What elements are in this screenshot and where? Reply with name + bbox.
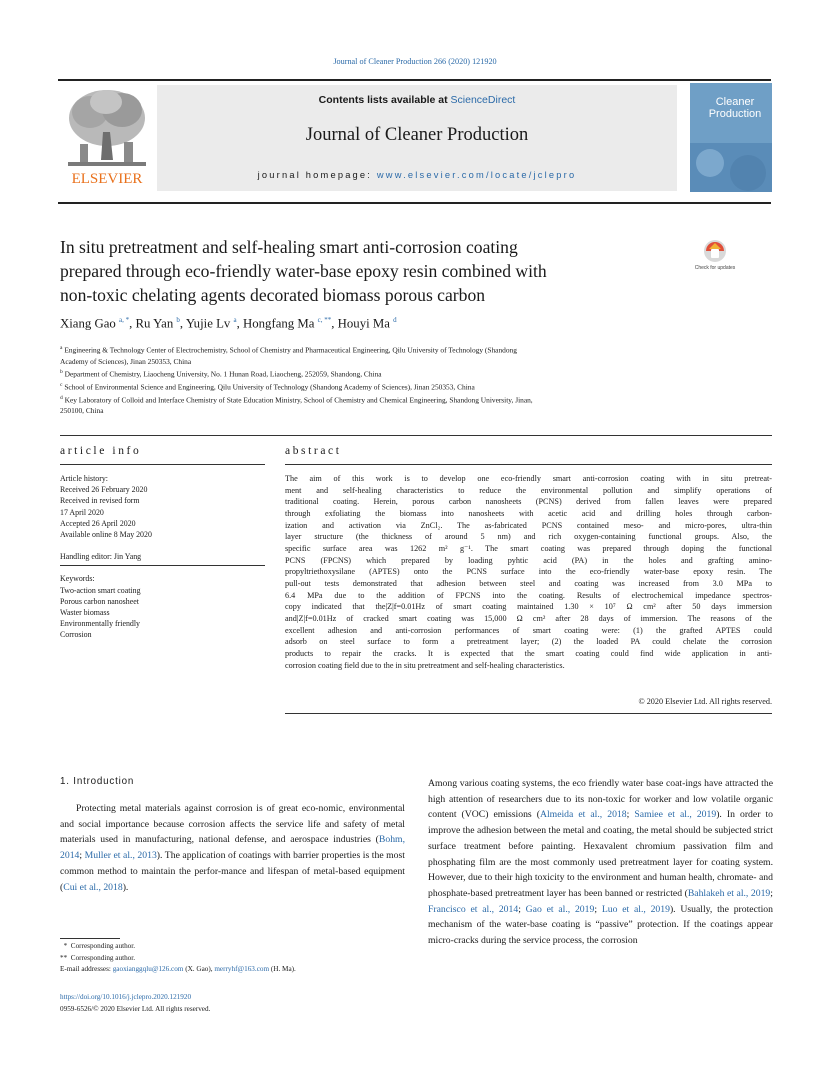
history-label: Article history: bbox=[60, 474, 108, 483]
title-line: non-toxic chelating agents decorated biomass porous carbon bbox=[60, 285, 486, 305]
affiliation bbox=[60, 356, 772, 367]
history-list bbox=[60, 484, 260, 540]
citation-link[interactable]: Cui et al., 2018 bbox=[63, 881, 123, 893]
email-link[interactable]: merryhf@163.com bbox=[214, 965, 270, 973]
check-updates-text: Check for updates bbox=[694, 265, 736, 271]
history-item: Received in revised form bbox=[60, 496, 140, 506]
citation-link[interactable]: Almeida et al., 2018 bbox=[539, 809, 627, 821]
article-info-heading: article info bbox=[60, 445, 142, 457]
keyword: Waster biomass bbox=[60, 608, 110, 618]
abstract-line: and|Z|f=0.01Hz of cracked smart coating was 15,000 Ω cm² after 28 days of immersion. The reasons of the bbox=[285, 613, 772, 623]
body-text: ; bbox=[626, 809, 635, 821]
abstract-end-rule bbox=[285, 713, 772, 714]
body-text: ). Usually, the protection mechanism of the water-base coating is “passive” protection. If the coatings appear micro-cracks during the service process, the corrosion bbox=[428, 903, 773, 947]
abstract-line: corrosion coating field due to the in situ pretreatment and self-healing characteristics. bbox=[285, 660, 565, 670]
abstract-body bbox=[285, 473, 772, 671]
abstract-line: products to repair the cracks. It is expected that the smart coating could find wide application in anti- bbox=[285, 648, 772, 658]
email-prefix: E-mail addresses: bbox=[60, 965, 113, 973]
body-text: Among various coating systems, the eco friendly water base coat-ings have attracted the high attention of researchers due to its non-toxic for worker and low volatile organic content (VOC) emissions ( bbox=[428, 778, 773, 821]
history-item: Available online 8 May 2020 bbox=[60, 530, 152, 540]
author-name[interactable]: Ru Yan bbox=[135, 316, 174, 331]
title-line: prepared through eco-friendly water-base epoxy resin combined with bbox=[60, 261, 547, 281]
abstract-line: 6.4 MPa due to the addition of FPCNS into the coating. Results of electrochemical impedance spectros- bbox=[285, 590, 772, 600]
email-link[interactable]: gaoxianggqlu@126.com bbox=[112, 965, 184, 973]
corresponding-author-note: * Corresponding author. bbox=[60, 942, 136, 950]
body-text: ; bbox=[770, 887, 773, 899]
article-info-rule bbox=[60, 464, 265, 465]
citation-link[interactable]: Francisco et al., 2014 bbox=[428, 903, 519, 915]
abstract-line: traditional coating. Herein, porous carbon nanosheets (PCNS) derived from fallen leaves were prepared bbox=[285, 497, 772, 507]
footnotes bbox=[60, 941, 420, 976]
intro-column-right bbox=[428, 776, 773, 949]
abstract-line: pull-out tests demonstrated that adhesion between steel and coating was increased from 3.0 MPa to bbox=[285, 578, 772, 588]
journal-homepage-line bbox=[157, 170, 677, 180]
contents-available-line bbox=[157, 94, 677, 106]
affiliation-text: Academy of Sciences), Jinan 250353, China bbox=[60, 356, 192, 366]
title-line: In situ pretreatment and self-healing smart anti-corrosion coating bbox=[60, 237, 518, 257]
affiliation-text: Key Laboratory of Colloid and Interface Chemistry of State Education Ministry, School of Chemistry and Chemical Engineering, Shandong University, Jinan, bbox=[64, 395, 533, 405]
keyword: Porous carbon nanosheet bbox=[60, 596, 139, 606]
journal-title: Journal of Cleaner Production bbox=[305, 125, 529, 145]
author-list: Xiang Gao $^{a, *}$, Ru Yan $^b$, Yujie Lv $^a$, Hongfang Ma $^{c, **}$, Houyi Ma $^d$ bbox=[60, 316, 397, 331]
affiliation-text: Engineering & Technology Center of Electrochemistry, School of Chemistry and Pharmaceutical Engineering, Qilu University of Technology (Shandong bbox=[64, 345, 517, 355]
author-affiliation-mark[interactable]: a, * bbox=[119, 316, 130, 324]
handling-editor: Handling editor: Jin Yang bbox=[60, 552, 142, 562]
history-item: Received 26 February 2020 bbox=[60, 485, 148, 495]
homepage-label: journal homepage: bbox=[257, 170, 377, 180]
paper-title bbox=[60, 235, 690, 307]
body-text: ). bbox=[122, 881, 129, 893]
author-affiliation-mark[interactable]: b bbox=[176, 316, 180, 324]
abstract-line: excellent adhesion and anti-corrosion performances of smart coating were: (1) the grafted APTES could bbox=[285, 625, 772, 635]
abstract-line: adsorb on steel surface to form a pretreatment layer; (2) the loaded PA could chelate the corrosion bbox=[285, 637, 772, 647]
abstract-line: copy indicated that the|Z|f=0.01Hz of smart coating maintained 1.30 × 10⁷ Ω cm² after 50 days immersion bbox=[285, 602, 772, 612]
corresponding-author-note: ** Corresponding author. bbox=[60, 953, 136, 962]
abstract-line: ment and self-healing characteristics to reduce the environmental pollution and simplify operations of bbox=[285, 485, 772, 495]
abstract-line: layer structure (the thickness of around 5 nm) and rich oxygen-containing functional groups. Also, the bbox=[285, 532, 772, 542]
publisher-logo-text: ELSEVIER bbox=[71, 171, 143, 187]
body-text: ). In order to improve the adhesion between the metal and coating, the metal should be subjected strict surface treatment before painting. Hexavalent chromium passivation film and phosphating film are the most commonly used pretreatment layer for coating system. However, due to their high toxicity to the environment and human health, chromate- and phosphate-based pretreatment layer has been banned or restricted ( bbox=[428, 809, 773, 899]
affiliation-text: School of Environmental Science and Engineering, Qilu University of Technology (Shandong Academy of Sciences), Jinan 250353, China bbox=[64, 382, 475, 392]
author-name[interactable]: Hongfang Ma bbox=[243, 316, 315, 331]
keyword-list bbox=[60, 585, 260, 641]
affiliation-mark: d bbox=[60, 394, 63, 401]
cover-title-line2: Production bbox=[708, 108, 762, 120]
homepage-link[interactable]: www.elsevier.com/locate/jclepro bbox=[376, 170, 577, 180]
body-text: ; bbox=[518, 903, 526, 915]
history-item: Accepted 26 April 2020 bbox=[60, 518, 136, 528]
keyword: Corrosion bbox=[60, 630, 92, 640]
issn-line: 0959-6526/© 2020 Elsevier Ltd. All rights reserved. bbox=[60, 1004, 211, 1013]
keyword: Two-action smart coating bbox=[60, 585, 141, 595]
abstract-line: The aim of this work is to develop one eco-friendly smart anti-corrosion coating with in situ pretreat- bbox=[285, 474, 772, 483]
affiliation bbox=[60, 343, 772, 356]
copyright-line: © 2020 Elsevier Ltd. All rights reserved. bbox=[638, 697, 772, 706]
journal-reference[interactable]: Journal of Cleaner Production 266 (2020) 121920 bbox=[333, 57, 497, 66]
citation-link[interactable]: Bohm, 2014 bbox=[60, 834, 405, 862]
abstract-line: propyltriethoxysilane (APTES) onto the PCNS surface into the eco-friendly water-base epoxy resin. The bbox=[285, 567, 772, 577]
author-affiliation-mark[interactable]: d bbox=[393, 316, 397, 324]
doi-block bbox=[60, 992, 460, 1015]
info-separator bbox=[60, 565, 265, 566]
elsevier-logo bbox=[60, 82, 154, 190]
citation-link[interactable]: Gao et al., 2019 bbox=[525, 903, 595, 915]
body-text: Protecting metal materials against corrosion is of great eco-nomic, environmental and social importance because corrosion affects the service life and safety of metal materials used in manufacturing, national defense, and aerospace industries ( bbox=[60, 803, 405, 846]
author-name[interactable]: Yujie Lv bbox=[185, 316, 231, 331]
header-rule-top bbox=[58, 79, 771, 81]
keywords-label: Keywords: bbox=[60, 574, 95, 584]
author-name[interactable]: Xiang Gao bbox=[60, 316, 116, 331]
body-text: ). The application of coatings with barrier properties is the most common method to maintain the perfor-mance and lifespan of metal-based equipment ( bbox=[60, 850, 405, 893]
sciencedirect-link[interactable]: ScienceDirect bbox=[450, 94, 516, 106]
citation-link[interactable]: Bahlakeh et al., 2019 bbox=[687, 887, 771, 899]
doi-link[interactable]: https://doi.org/10.1016/j.jclepro.2020.121920 bbox=[60, 993, 192, 1001]
email-line bbox=[60, 964, 420, 976]
author-affiliation-mark[interactable]: a bbox=[233, 316, 237, 324]
affiliation-text: Department of Chemistry, Liaocheng University, No. 1 Hunan Road, Liaocheng, 252059, Shandong, China bbox=[64, 369, 382, 379]
affiliation-text: 250100, China bbox=[60, 406, 104, 416]
affiliations bbox=[60, 343, 772, 417]
affiliation bbox=[60, 405, 772, 416]
section-heading-introduction: 1. Introduction bbox=[60, 776, 135, 787]
abstract-line: PCNS (FPCNS) which prepared by loading pyhtic acid (PA) in the holes and grafting amino- bbox=[285, 555, 772, 565]
keyword: Environmentally friendly bbox=[60, 619, 140, 629]
abstract-rule bbox=[285, 464, 772, 465]
body-text: ; bbox=[594, 903, 602, 915]
affiliation-mark: c bbox=[60, 381, 63, 388]
affiliation bbox=[60, 393, 772, 406]
abstract-line: specific surface area was 1262 m² g⁻¹. The smart coating was prepared through doping the functional bbox=[285, 543, 772, 553]
citation-link[interactable]: Samiee et al., 2019 bbox=[634, 809, 717, 821]
section-divider bbox=[60, 435, 772, 436]
email-owner: (H. Ma). bbox=[269, 965, 296, 973]
affiliation-mark: b bbox=[60, 369, 63, 376]
abstract-heading: abstract bbox=[285, 445, 342, 457]
footnote-rule bbox=[60, 938, 120, 939]
cover-title-line1: Cleaner bbox=[715, 96, 755, 108]
check-for-updates-badge[interactable] bbox=[694, 238, 736, 276]
email-owner: (X. Gao), bbox=[183, 965, 215, 973]
intro-column-left bbox=[60, 801, 405, 895]
history-item: 17 April 2020 bbox=[60, 507, 104, 517]
citation-link[interactable]: Luo et al., 2019 bbox=[601, 903, 670, 915]
contents-prefix: Contents lists available at bbox=[318, 94, 451, 106]
affiliation bbox=[60, 380, 772, 393]
author-affiliation-mark[interactable]: c, ** bbox=[317, 316, 332, 324]
body-text: ; bbox=[79, 850, 85, 862]
affiliation bbox=[60, 367, 772, 380]
author-name[interactable]: Houyi Ma bbox=[337, 316, 390, 331]
article-info-block bbox=[60, 473, 260, 641]
affiliation-mark: a bbox=[60, 345, 63, 351]
citation-link[interactable]: Muller et al., 2013 bbox=[84, 850, 157, 862]
abstract-line: through exfoliating the biomass into nanosheets with acetic acid and drilling holes through carbon- bbox=[285, 508, 772, 518]
journal-cover-image bbox=[690, 83, 772, 192]
header-rule-bottom bbox=[58, 202, 771, 204]
abstract-line: ization and activation via ZnCl₂. The as-fabricated PCNS contained meso- and micro-pores, ultra-thin bbox=[285, 520, 772, 530]
